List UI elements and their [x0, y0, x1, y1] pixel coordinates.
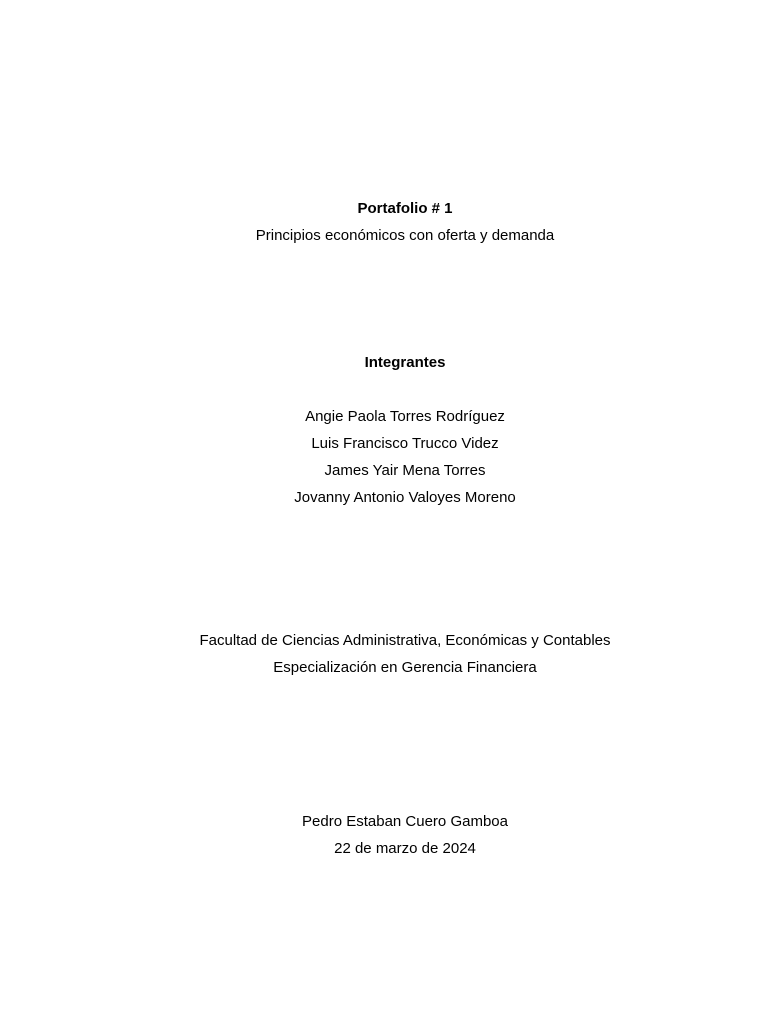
member-name: James Yair Mena Torres: [324, 462, 486, 479]
members-heading: Integrantes: [364, 354, 446, 371]
document-subtitle: Principios económicos con oferta y demanda: [255, 227, 555, 244]
member-name: Jovanny Antonio Valoyes Moreno: [294, 489, 516, 506]
member-name: Luis Francisco Trucco Videz: [311, 435, 499, 452]
member-name: Angie Paola Torres Rodríguez: [305, 408, 505, 425]
document-date: 22 de marzo de 2024: [334, 840, 476, 857]
faculty-name: Facultad de Ciencias Administrativa, Económicas y Contables: [199, 632, 611, 649]
document-title: Portafolio # 1: [357, 200, 453, 217]
professor-name: Pedro Estaban Cuero Gamboa: [302, 813, 508, 830]
program-name: Especialización en Gerencia Financiera: [273, 659, 537, 676]
